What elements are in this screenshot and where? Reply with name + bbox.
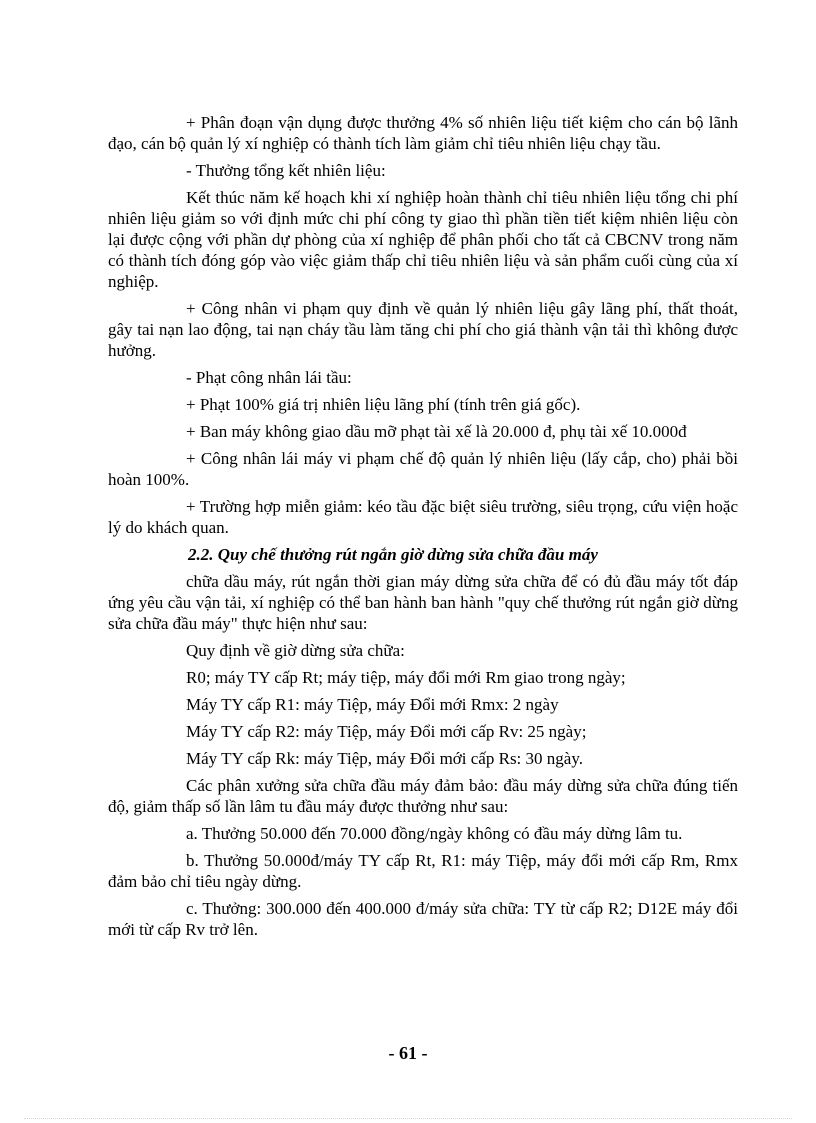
paragraph-stop-rules: Quy định về giờ dừng sửa chữa: (186, 641, 405, 660)
paragraph-rule-r2: Máy TY cấp R2: máy Tiệp, máy Đổi mới cấp Rv: 25 ngày; (186, 722, 587, 741)
paragraph-penalty-heading: - Phạt công nhân lái tầu: (186, 368, 352, 387)
section-heading: 2.2. Quy chế thưởng rút ngắn giờ dừng sửa chữa đầu máy (188, 545, 598, 564)
paragraph-reward-fuel-savings: + Phân đoạn vận dụng được thưởng 4% số nhiên liệu tiết kiệm cho cán bộ lãnh đạo, cán bộ quản lý xí nghiệp có thành tích làm giảm chỉ tiêu nhiên liệu chạy tầu. (108, 113, 738, 153)
paragraph-rule-r0: R0; máy TY cấp Rt; máy tiệp, máy đổi mới Rm giao trong ngày; (186, 668, 626, 687)
paragraph-workshops: Các phân xưởng sửa chữa đầu máy đảm bảo: đầu máy dừng sửa chữa đúng tiến độ, giảm thấp số lần lâm tu đầu máy được thưởng như sau: (108, 776, 738, 816)
paragraph-penalty-100: + Phạt 100% giá trị nhiên liệu lãng phí (tính trên giá gốc). (186, 395, 581, 414)
page-number: - 61 - (388, 1043, 428, 1063)
paragraph-item-a: a. Thưởng 50.000 đến 70.000 đồng/ngày không có đầu máy dừng lâm tu. (186, 824, 683, 843)
paragraph-summary-heading: - Thưởng tổng kết nhiên liệu: (186, 161, 386, 180)
paragraph-rule-rk: Máy TY cấp Rk: máy Tiệp, máy Đổi mới cấp Rs: 30 ngày. (186, 749, 583, 768)
paragraph-item-c: c. Thưởng: 300.000 đến 400.000 đ/máy sửa chữa: TY từ cấp R2; D12E máy đổi mới từ cấp Rv trở lên. (108, 899, 738, 939)
paragraph-penalty-oil: + Ban máy không giao dầu mỡ phạt tài xế là 20.000 đ, phụ tài xế 10.000đ (186, 422, 687, 441)
paragraph-penalty-theft: + Công nhân lái máy vi phạm chế độ quản lý nhiên liệu (lấy cắp, cho) phải bồi hoàn 100%. (108, 449, 738, 489)
page-bottom-divider (24, 1118, 792, 1119)
paragraph-exemption: + Trường hợp miễn giảm: kéo tầu đặc biệt siêu trường, siêu trọng, cứu viện hoặc lý do khách quan. (108, 497, 738, 537)
body-text (108, 112, 738, 946)
paragraph-rule-r1: Máy TY cấp R1: máy Tiệp, máy Đổi mới Rmx: 2 ngày (186, 695, 559, 714)
paragraph-intro: chữa dầu máy, rút ngắn thời gian máy dừng sửa chữa để có đủ đầu máy tốt đáp ứng yêu cầu vận tải, xí nghiệp có thể ban hành ban hành "quy chế thưởng rút ngắn giờ dừng sửa chữa đầu máy" thực hiện như sau: (108, 572, 738, 633)
paragraph-item-b: b. Thưởng 50.000đ/máy TY cấp Rt, R1: máy Tiệp, máy đổi mới cấp Rm, Rmx đảm bảo chỉ tiêu ngày dừng. (108, 851, 738, 891)
paragraph-violations: + Công nhân vi phạm quy định về quản lý nhiên liệu gây lãng phí, thất thoát, gây tai nạn lao động, tai nạn cháy tầu làm tăng chi phí cho giá thành vận tải thì không được hưởng. (108, 299, 738, 360)
paragraph-year-end: Kết thúc năm kế hoạch khi xí nghiệp hoàn thành chỉ tiêu nhiên liệu tổng chi phí nhiên liệu giảm so với định mức chi phí công ty giao thì phần tiền tiết kiệm nhiên liệu còn lại được cộng với phần dự phòng của xí nghiệp để phân phối cho tất cả CBCNV trong năm có thành tích đóng góp vào việc giảm thấp chỉ tiêu nhiên liệu và sản phẩm cuối cùng của xí nghiệp. (108, 188, 738, 291)
